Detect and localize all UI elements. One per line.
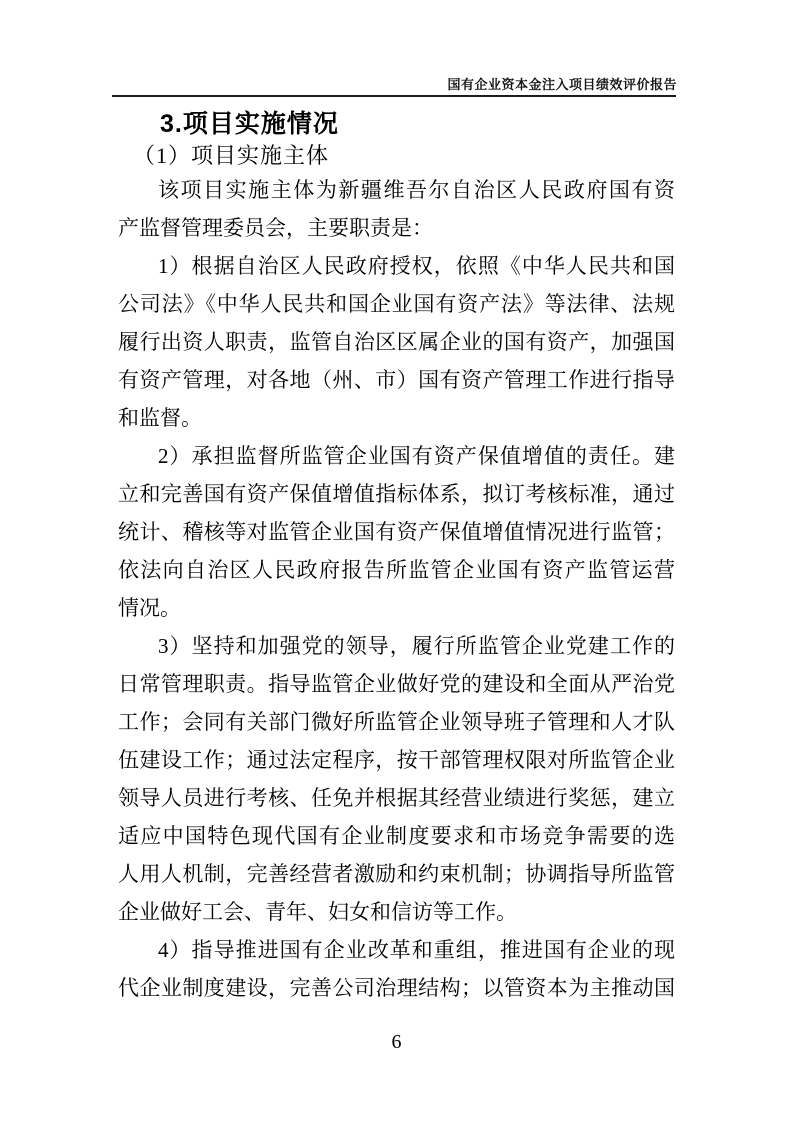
page-number: 6 — [391, 1031, 402, 1053]
subsection-heading: （1）项目实施主体 — [133, 143, 330, 168]
text-line: 2）承担监督所监管企业国有资产保值增值的责任。建 — [158, 444, 675, 468]
text-line: 公司法》《中华人民共和国企业国有资产法》等法律、法规 — [118, 292, 675, 316]
paragraph-duty-4 — [118, 931, 675, 1007]
body-text — [118, 171, 675, 1007]
text-line: 统计、稽核等对监管企业国有资产保值增值情况进行监管； — [118, 520, 675, 544]
text-line: 代企业制度建设，完善公司治理结构；以管资本为主推动国 — [118, 976, 675, 1000]
text-line: 4）指导推进国有企业改革和重组，推进国有企业的现 — [158, 938, 675, 962]
text-line: 伍建设工作；通过法定程序，按干部管理权限对所监管企业 — [118, 748, 675, 772]
text-line: 履行出资人职责，监管自治区区属企业的国有资产，加强国 — [118, 330, 675, 354]
text-line: 依法向自治区人民政府报告所监管企业国有资产监管运营 — [118, 558, 675, 582]
text-line: 该项目实施主体为新疆维吾尔自治区人民政府国有资 — [158, 178, 675, 202]
header-rule — [112, 95, 676, 97]
header-title: 国有企业资本金注入项目绩效评价报告 — [447, 77, 677, 92]
text-line: 企业做好工会、青年、妇女和信访等工作。 — [118, 900, 517, 924]
page-footer — [0, 1031, 793, 1054]
paragraph-intro — [118, 171, 675, 247]
text-line: 1）根据自治区人民政府授权，依照《中华人民共和国 — [158, 254, 675, 278]
text-line: 情况。 — [118, 596, 181, 620]
section-heading: 3.项目实施情况 — [160, 110, 339, 138]
text-line: 和监督。 — [118, 406, 202, 430]
text-line: 有资产管理，对各地（州、市）国有资产管理工作进行指导 — [118, 368, 675, 392]
text-line: 适应中国特色现代国有企业制度要求和市场竞争需要的选 — [118, 824, 675, 848]
text-line: 领导人员进行考核、任免并根据其经营业绩进行奖惩，建立 — [118, 786, 675, 810]
text-line: 产监督管理委员会，主要职责是： — [118, 216, 433, 240]
text-line: 人用人机制，完善经营者激励和约束机制；协调指导所监管 — [118, 862, 675, 886]
paragraph-duty-1 — [118, 247, 675, 437]
text-line: 立和完善国有资产保值增值指标体系，拟订考核标准，通过 — [118, 482, 675, 506]
text-line: 日常管理职责。指导监管企业做好党的建设和全面从严治党 — [118, 672, 675, 696]
paragraph-duty-3 — [118, 627, 675, 931]
text-line: 3）坚持和加强党的领导，履行所监管企业党建工作的 — [158, 634, 675, 658]
paragraph-duty-2 — [118, 437, 675, 627]
text-line: 工作；会同有关部门微好所监管企业领导班子管理和人才队 — [118, 710, 675, 734]
